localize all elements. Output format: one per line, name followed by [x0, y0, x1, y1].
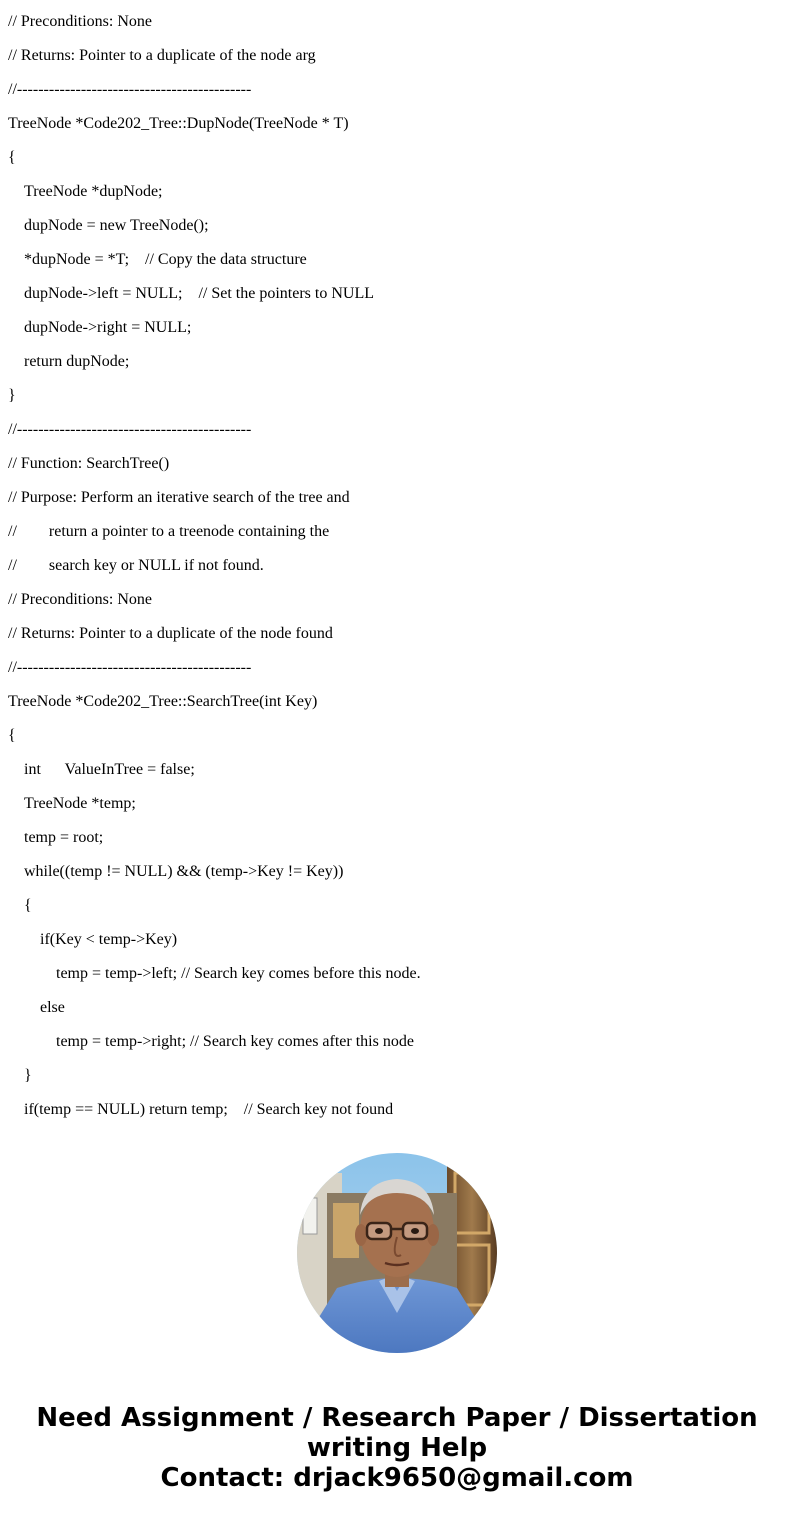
code-line: if(Key < temp->Key)	[40, 931, 178, 948]
code-line: dupNode = new TreeNode();	[24, 217, 209, 234]
code-line: TreeNode *temp;	[24, 795, 136, 812]
code-line: temp = root;	[24, 829, 104, 846]
code-line: {	[8, 727, 16, 744]
code-line: }	[8, 387, 16, 404]
code-line: dupNode->right = NULL;	[24, 319, 192, 336]
code-line: // Returns: Pointer to a duplicate of the node found	[8, 625, 333, 642]
code-line: while((temp != NULL) && (temp->Key != Key))	[24, 863, 344, 880]
footer-headline: Need Assignment / Research Paper / Dissertation	[36, 1403, 758, 1433]
code-line: //--------------------------------------------	[8, 81, 252, 98]
code-line: // Purpose: Perform an iterative search of the tree and	[8, 489, 350, 506]
code-line: // Returns: Pointer to a duplicate of the node arg	[8, 47, 316, 64]
code-line: int ValueInTree = false;	[24, 761, 195, 778]
code-line: temp = temp->left; // Search key comes before this node.	[56, 965, 421, 982]
author-portrait-icon	[297, 1153, 497, 1353]
code-line: TreeNode *Code202_Tree::DupNode(TreeNode * T)	[8, 115, 349, 132]
code-line: //--------------------------------------------	[8, 421, 252, 438]
contact-footer	[0, 1403, 794, 1493]
code-line: {	[24, 897, 32, 914]
footer-subline: writing Help	[306, 1433, 488, 1463]
code-line: TreeNode *dupNode;	[24, 183, 163, 200]
code-line: dupNode->left = NULL; // Set the pointers to NULL	[24, 285, 374, 302]
code-line: {	[8, 149, 16, 166]
footer-contact-email[interactable]: Contact: drjack9650@gmail.com	[160, 1463, 634, 1493]
code-line: // search key or NULL if not found.	[8, 557, 264, 574]
code-line: //--------------------------------------------	[8, 659, 252, 676]
code-line: // Function: SearchTree()	[8, 455, 170, 472]
code-line: TreeNode *Code202_Tree::SearchTree(int Key)	[8, 693, 318, 710]
code-line: *dupNode = *T; // Copy the data structure	[24, 251, 307, 268]
code-listing	[8, 12, 788, 1134]
code-line: temp = temp->right; // Search key comes after this node	[56, 1033, 414, 1050]
avatar	[297, 1153, 497, 1353]
code-line: // return a pointer to a treenode containing the	[8, 523, 330, 540]
code-line: if(temp == NULL) return temp; // Search key not found	[24, 1101, 394, 1118]
code-line: // Preconditions: None	[8, 591, 152, 608]
code-line: return dupNode;	[24, 353, 130, 370]
code-line: }	[24, 1067, 32, 1084]
code-line: else	[40, 999, 65, 1016]
code-line: // Preconditions: None	[8, 13, 152, 30]
